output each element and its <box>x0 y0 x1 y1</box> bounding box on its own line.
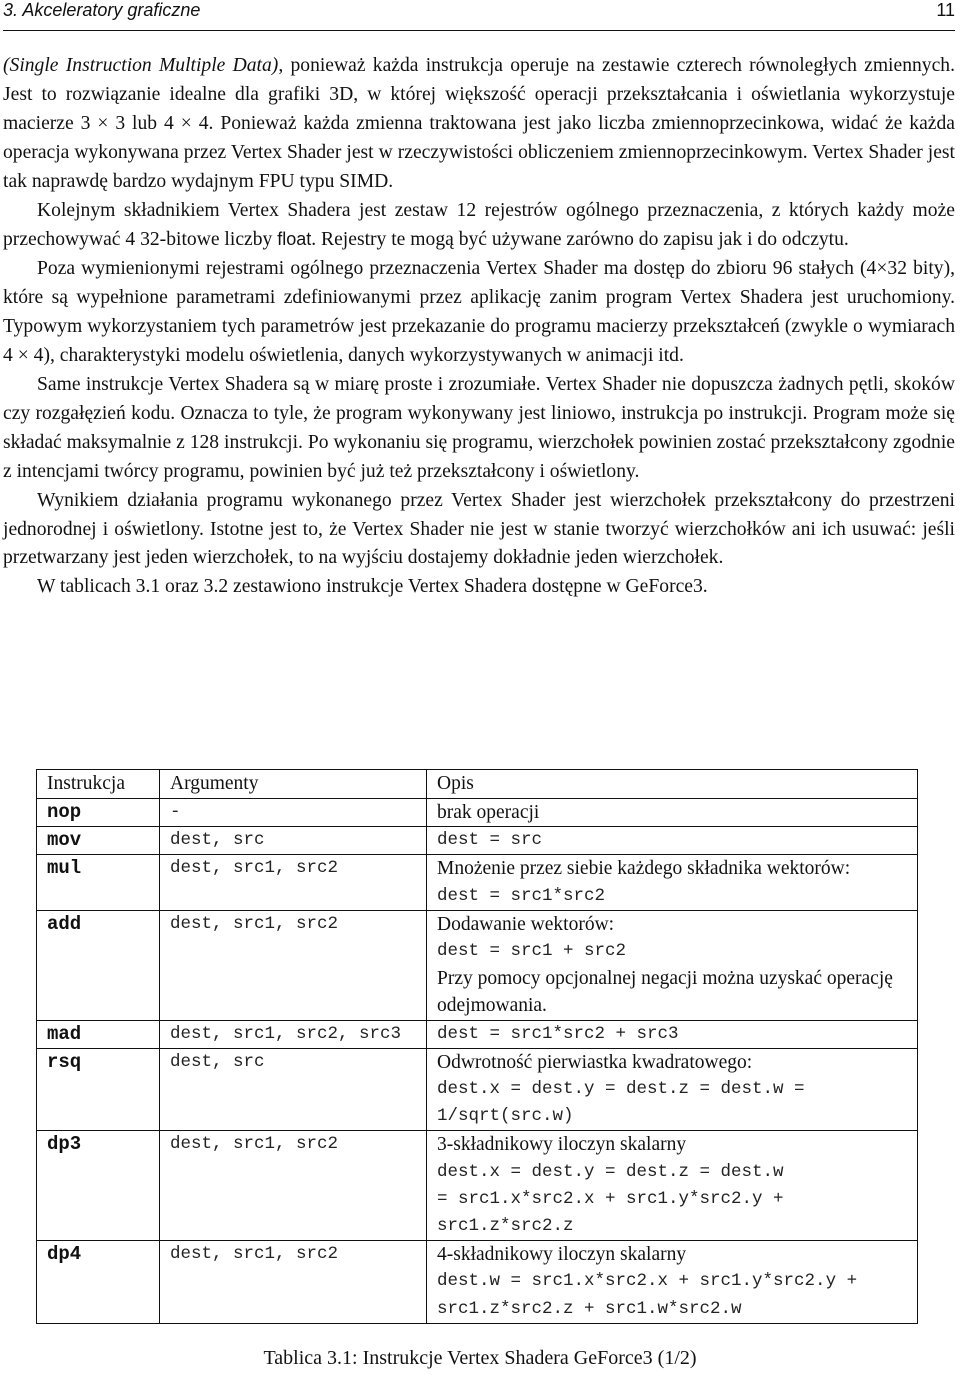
instruction-cell: mul <box>37 855 160 910</box>
arguments-cell: dest, src1, src2 <box>160 855 427 910</box>
arguments-cell: - <box>160 799 427 827</box>
description-text: Odwrotność pierwiastka kwadratowego: <box>437 1051 753 1073</box>
column-header: Instrukcja <box>37 770 160 799</box>
table-body <box>37 799 918 1324</box>
instruction-cell: add <box>37 910 160 1020</box>
arguments-cell: dest, src1, src2 <box>160 910 427 1020</box>
description-code-line: dest = src1 + src2 <box>437 941 627 962</box>
description-code-line: dest = src1*src2 + src3 <box>437 1023 679 1044</box>
description-text: brak operacji <box>437 802 540 823</box>
table-row <box>37 1020 918 1048</box>
header-rule <box>3 30 955 31</box>
paragraph-3: Poza wymienionymi rejestrami ogólnego przeznaczenia Vertex Shader ma dostęp do zbioru 96 stałych (4×32 bity), które są wypełnione parametrami zdefiniowanymi przez aplikację zanim program Vertex Shadera jest uruchomiony. Typowym wykorzystaniem tych parametrów jest przekazanie do programu macierzy przekształceń (zwykle o wymiarach 4 × 4), charakterystyki modelu oświetlenia, danych wykorzystywanych w animacji itd. <box>3 258 955 367</box>
description-text: Mnożenie przez siebie każdego składnika wektorów: <box>437 858 851 880</box>
description-cell <box>427 827 918 855</box>
description-cell <box>427 1020 918 1048</box>
arguments-cell: dest, src <box>160 1048 427 1131</box>
description-text: Dodawanie wektorów: <box>437 913 615 935</box>
description-text: Przy pomocy opcjonalnej negacji można uzyskać operację odejmowania. <box>437 968 893 1017</box>
description-cell <box>427 855 918 910</box>
description-code-line: 1/sqrt(src.w) <box>437 1106 574 1127</box>
table-row <box>37 1131 918 1241</box>
description-cell <box>427 1241 918 1324</box>
arguments-cell: dest, src1, src2 <box>160 1241 427 1324</box>
description-code-line: dest.x = dest.y = dest.z = dest.w <box>437 1161 784 1182</box>
instruction-cell: dp4 <box>37 1241 160 1324</box>
arguments-cell: dest, src1, src2, src3 <box>160 1020 427 1048</box>
description-text: 3-składnikowy iloczyn skalarny <box>437 1134 687 1156</box>
table-caption: Tablica 3.1: Instrukcje Vertex Shadera GeForce3 (1/2) <box>263 1347 697 1369</box>
float-keyword: float <box>277 229 312 250</box>
column-header: Argumenty <box>160 770 427 799</box>
instruction-cell: nop <box>37 799 160 827</box>
description-code-line: src1.z*src2.z <box>437 1216 574 1237</box>
paragraph-4: Same instrukcje Vertex Shadera są w miarę proste i zrozumiałe. Vertex Shader nie dopuszcza żadnych pętli, skoków czy rozgałęzień kodu. Oznacza to tyle, że program wykonywany jest liniowo, instrukcja po instrukcji. Program może się składać maksymalnie z 128 instrukcji. Po wykonaniu się programu, wierzchołek powinien zostać przekształcony zgodnie z intencjami twórcy programu, powinien być już też przekształcony i oświetlony. <box>3 373 955 482</box>
description-text: 4-składnikowy iloczyn skalarny <box>437 1244 687 1266</box>
table-row <box>37 1048 918 1131</box>
simd-expansion: (Single Instruction Multiple Data) <box>3 55 279 76</box>
instruction-cell: dp3 <box>37 1131 160 1241</box>
table-row <box>37 799 918 827</box>
description-code-line: dest = src1*src2 <box>437 885 606 906</box>
paragraph-2: Kolejnym składnikiem Vertex Shadera jest zestaw 12 rejestrów ogólnego przeznaczenia, z których każdy może przechowywać 4 32-bitowe liczby float. Rejestry te mogą być używane zarówno do zapisu jak i do odczytu. <box>3 199 955 251</box>
description-cell <box>427 799 918 827</box>
body-text <box>3 52 955 602</box>
table-row <box>37 910 918 1020</box>
table-row <box>37 855 918 910</box>
arguments-cell: dest, src1, src2 <box>160 1131 427 1241</box>
paragraph-1: (Single Instruction Multiple Data), ponieważ każda instrukcja operuje na zestawie czterech równoległych zmiennych. Jest to rozwiązanie idealne dla grafiki 3D, w której większość operacji przekształcania i oświetlania wykorzystuje macierze 3 × 3 lub 4 × 4. Ponieważ każda zmienna traktowana jest jako liczba zmiennoprzecinkowa, widać że każda operacja wykonywana przez Vertex Shader jest w rzeczywistości obliczeniem zmiennoprzecinkowym. Vertex Shader jest tak naprawdę bardzo wydajnym FPU typu SIMD. <box>3 55 955 192</box>
instruction-cell: rsq <box>37 1048 160 1131</box>
table-header-row <box>37 770 918 799</box>
page-number: 11 <box>936 0 955 20</box>
instruction-cell: mad <box>37 1020 160 1048</box>
description-code-line: src1.z*src2.z + src1.w*src2.w <box>437 1298 742 1319</box>
paragraph-5: Wynikiem działania programu wykonanego przez Vertex Shader jest wierzchołek przekształcony do przestrzeni jednorodnej i oświetlony. Istotne jest to, że Vertex Shader nie jest w stanie tworzyć wierzchołków ani ich usuwać: jeśli przetwarzany jest jeden wierzchołek, to na wyjściu dostajemy dokładnie jeden wierzchołek. <box>3 489 955 569</box>
description-code-line: = src1.x*src2.x + src1.y*src2.y + <box>437 1188 784 1209</box>
description-cell <box>427 910 918 1020</box>
description-cell <box>427 1131 918 1241</box>
description-cell <box>427 1048 918 1131</box>
table-row <box>37 827 918 855</box>
arguments-cell: dest, src <box>160 827 427 855</box>
instruction-cell: mov <box>37 827 160 855</box>
column-header: Opis <box>427 770 918 799</box>
table-row <box>37 1241 918 1324</box>
description-code-line: dest.x = dest.y = dest.z = dest.w = <box>437 1079 805 1100</box>
instruction-table <box>36 769 918 1324</box>
description-code-line: dest.w = src1.x*src2.x + src1.y*src2.y + <box>437 1271 858 1292</box>
running-header <box>3 0 955 22</box>
description-code-line: dest = src <box>437 830 543 851</box>
paragraph-6: W tablicach 3.1 oraz 3.2 zestawiono instrukcje Vertex Shadera dostępne w GeForce3. <box>37 576 708 598</box>
chapter-title: 3. Akceleratory graficzne <box>3 0 201 20</box>
